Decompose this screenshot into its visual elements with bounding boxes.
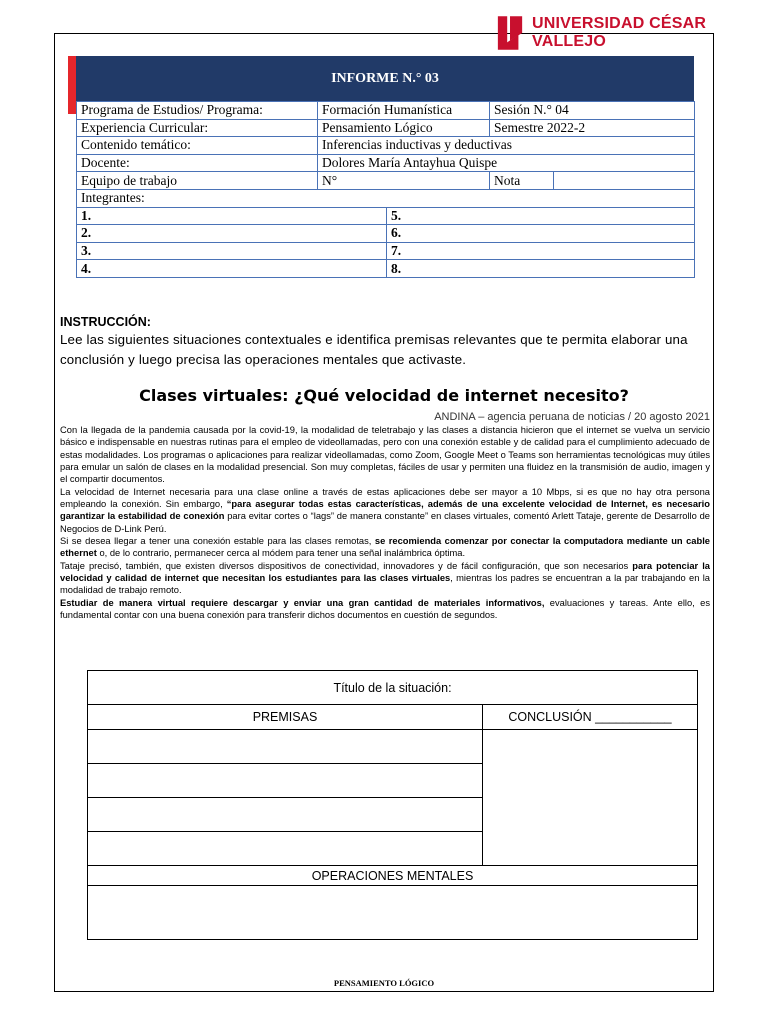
article-paragraph: Tataje precisó, también, que existen diversos dispositivos de conectividad, innovadores y de fácil configuración, que son necesarios para potenciar la velocidad y calidad de internet que necesitan los estudiantes para las clases virtuales, mientras los padres se encuentran a la par trabajando en la modalidad de trabajo remoto. [60,560,710,596]
member-cell[interactable]: 1. [77,207,387,225]
instruction-text: Lee las siguientes situaciones contextuales e identifica premisas relevantes que te permita elaborar una conclusión y luego precisa las operaciones mentales que activaste. [60,332,688,367]
operaciones-cell[interactable] [88,886,698,940]
situation-title-row [88,671,698,705]
article-title: Clases virtuales: ¿Qué velocidad de internet necesito? [139,386,629,405]
operaciones-header: OPERACIONES MENTALES [88,866,698,886]
member-row [77,225,695,243]
article-paragraph: Estudiar de manera virtual requiere descargar y enviar una gran cantidad de materiales informativos, evaluaciones y tareas. Ante ello, es fundamental contar con una buena conexión para transferir dichos documentos en cuestión de segundos. [60,597,710,621]
premise-cell[interactable] [88,764,483,798]
docente-label: Docente: [77,154,318,172]
header-accent-bar [68,56,76,114]
info-table [76,101,695,278]
semestre-value: Semestre 2022-2 [490,119,695,137]
conclusion-cell[interactable] [483,730,698,866]
member-cell[interactable]: 6. [387,225,695,243]
contenido-label: Contenido temático: [77,137,318,155]
premise-cell[interactable] [88,798,483,832]
row-contenido [77,137,695,155]
programa-value: Formación Humanística [318,102,490,120]
row-experiencia [77,119,695,137]
experiencia-label: Experiencia Curricular: [77,119,318,137]
operaciones-row [88,886,698,940]
article-paragraph: Si se desea llegar a tener una conexión estable para las clases remotas, se recomienda comenzar por conectar la computadora mediante un cable ethernet o, de lo contrario, permanecer cerca al módem para tener una señal inalámbrica óptima. [60,536,710,559]
article-paragraph: Con la llegada de la pandemia causada por la covid-19, la modalidad de teletrabajo y las clases a distancia hicieron que el internet se vuelva un servicio básico e indispensable en nuestras rutinas para el empleo de videollamadas, pero con una conexión estable y de calidad para el cumplimiento adecuado de estas modalidades. Los programas o aplicaciones para realizar videollamadas, como Zoom, Google Meet o Teams son herramientas tecnológicas muy útiles para emular un salón de clases en la modalidad presencial. Son muy completas, fáciles de usar y permiten una fluidez en la transmisión de audio, imagen y el compartir documentos. [60,425,710,485]
programa-label: Programa de Estudios/ Programa: [77,102,318,120]
university-logo [496,13,768,53]
article-body [60,424,710,622]
instruction-title: INSTRUCCIÓN: [60,315,151,329]
row-programa [77,102,695,120]
sesion-value: Sesión N.° 04 [490,102,695,120]
equipo-label: Equipo de trabajo [77,172,318,190]
docente-value: Dolores María Antayhua Quispe [318,154,695,172]
experiencia-value: Pensamiento Lógico [318,119,490,137]
member-row [77,207,695,225]
member-cell[interactable]: 3. [77,242,387,260]
member-cell[interactable]: 4. [77,260,387,278]
nota-label: Nota [490,172,554,190]
article-source: ANDINA – agencia peruana de noticias / 20 agosto 2021 [434,411,710,423]
situation-title: Título de la situación: [88,671,698,705]
member-cell[interactable]: 7. [387,242,695,260]
member-cell[interactable]: 5. [387,207,695,225]
nota-value[interactable] [554,172,695,190]
ucv-shield-icon [496,13,524,53]
situation-table [87,670,698,940]
row-equipo [77,172,695,190]
article-paragraph: La velocidad de Internet necesaria para una clase online a través de estas aplicaciones debe ser mayor a 10 Mbps, si es que no hay otra persona empleando la conexión. Sin embargo, “para asegurar todas estas características, además de una excelente velocidad de Internet, es necesario garantizar la estabilidad de conexión para evitar cortes o “lags” de manera constante” en clases virtuales, comentó Arlett Tataje, gerente de Desarrollo de Negocios de D-Link Perú. [60,486,710,534]
row-docente [77,154,695,172]
premise-cell[interactable] [88,832,483,866]
situation-header-row [88,705,698,730]
logo-text: UNIVERSIDAD CÉSAR VALLEJO [532,15,707,50]
member-cell[interactable]: 8. [387,260,695,278]
operaciones-header-row [88,866,698,886]
footer-text: PENSAMIENTO LÓGICO [333,978,435,988]
member-row [77,242,695,260]
premisas-header: PREMISAS [88,705,483,730]
conclusion-header: CONCLUSIÓN ___________ [483,705,698,730]
member-row [77,260,695,278]
row-integrantes [77,189,695,207]
premise-row [88,730,698,764]
integrantes-label: Integrantes: [77,189,695,207]
member-cell[interactable]: 2. [77,225,387,243]
contenido-value: Inferencias inductivas y deductivas [318,137,695,155]
numero-label: N° [318,172,490,190]
report-title: INFORME N.° 03 [76,56,694,101]
premise-cell[interactable] [88,730,483,764]
